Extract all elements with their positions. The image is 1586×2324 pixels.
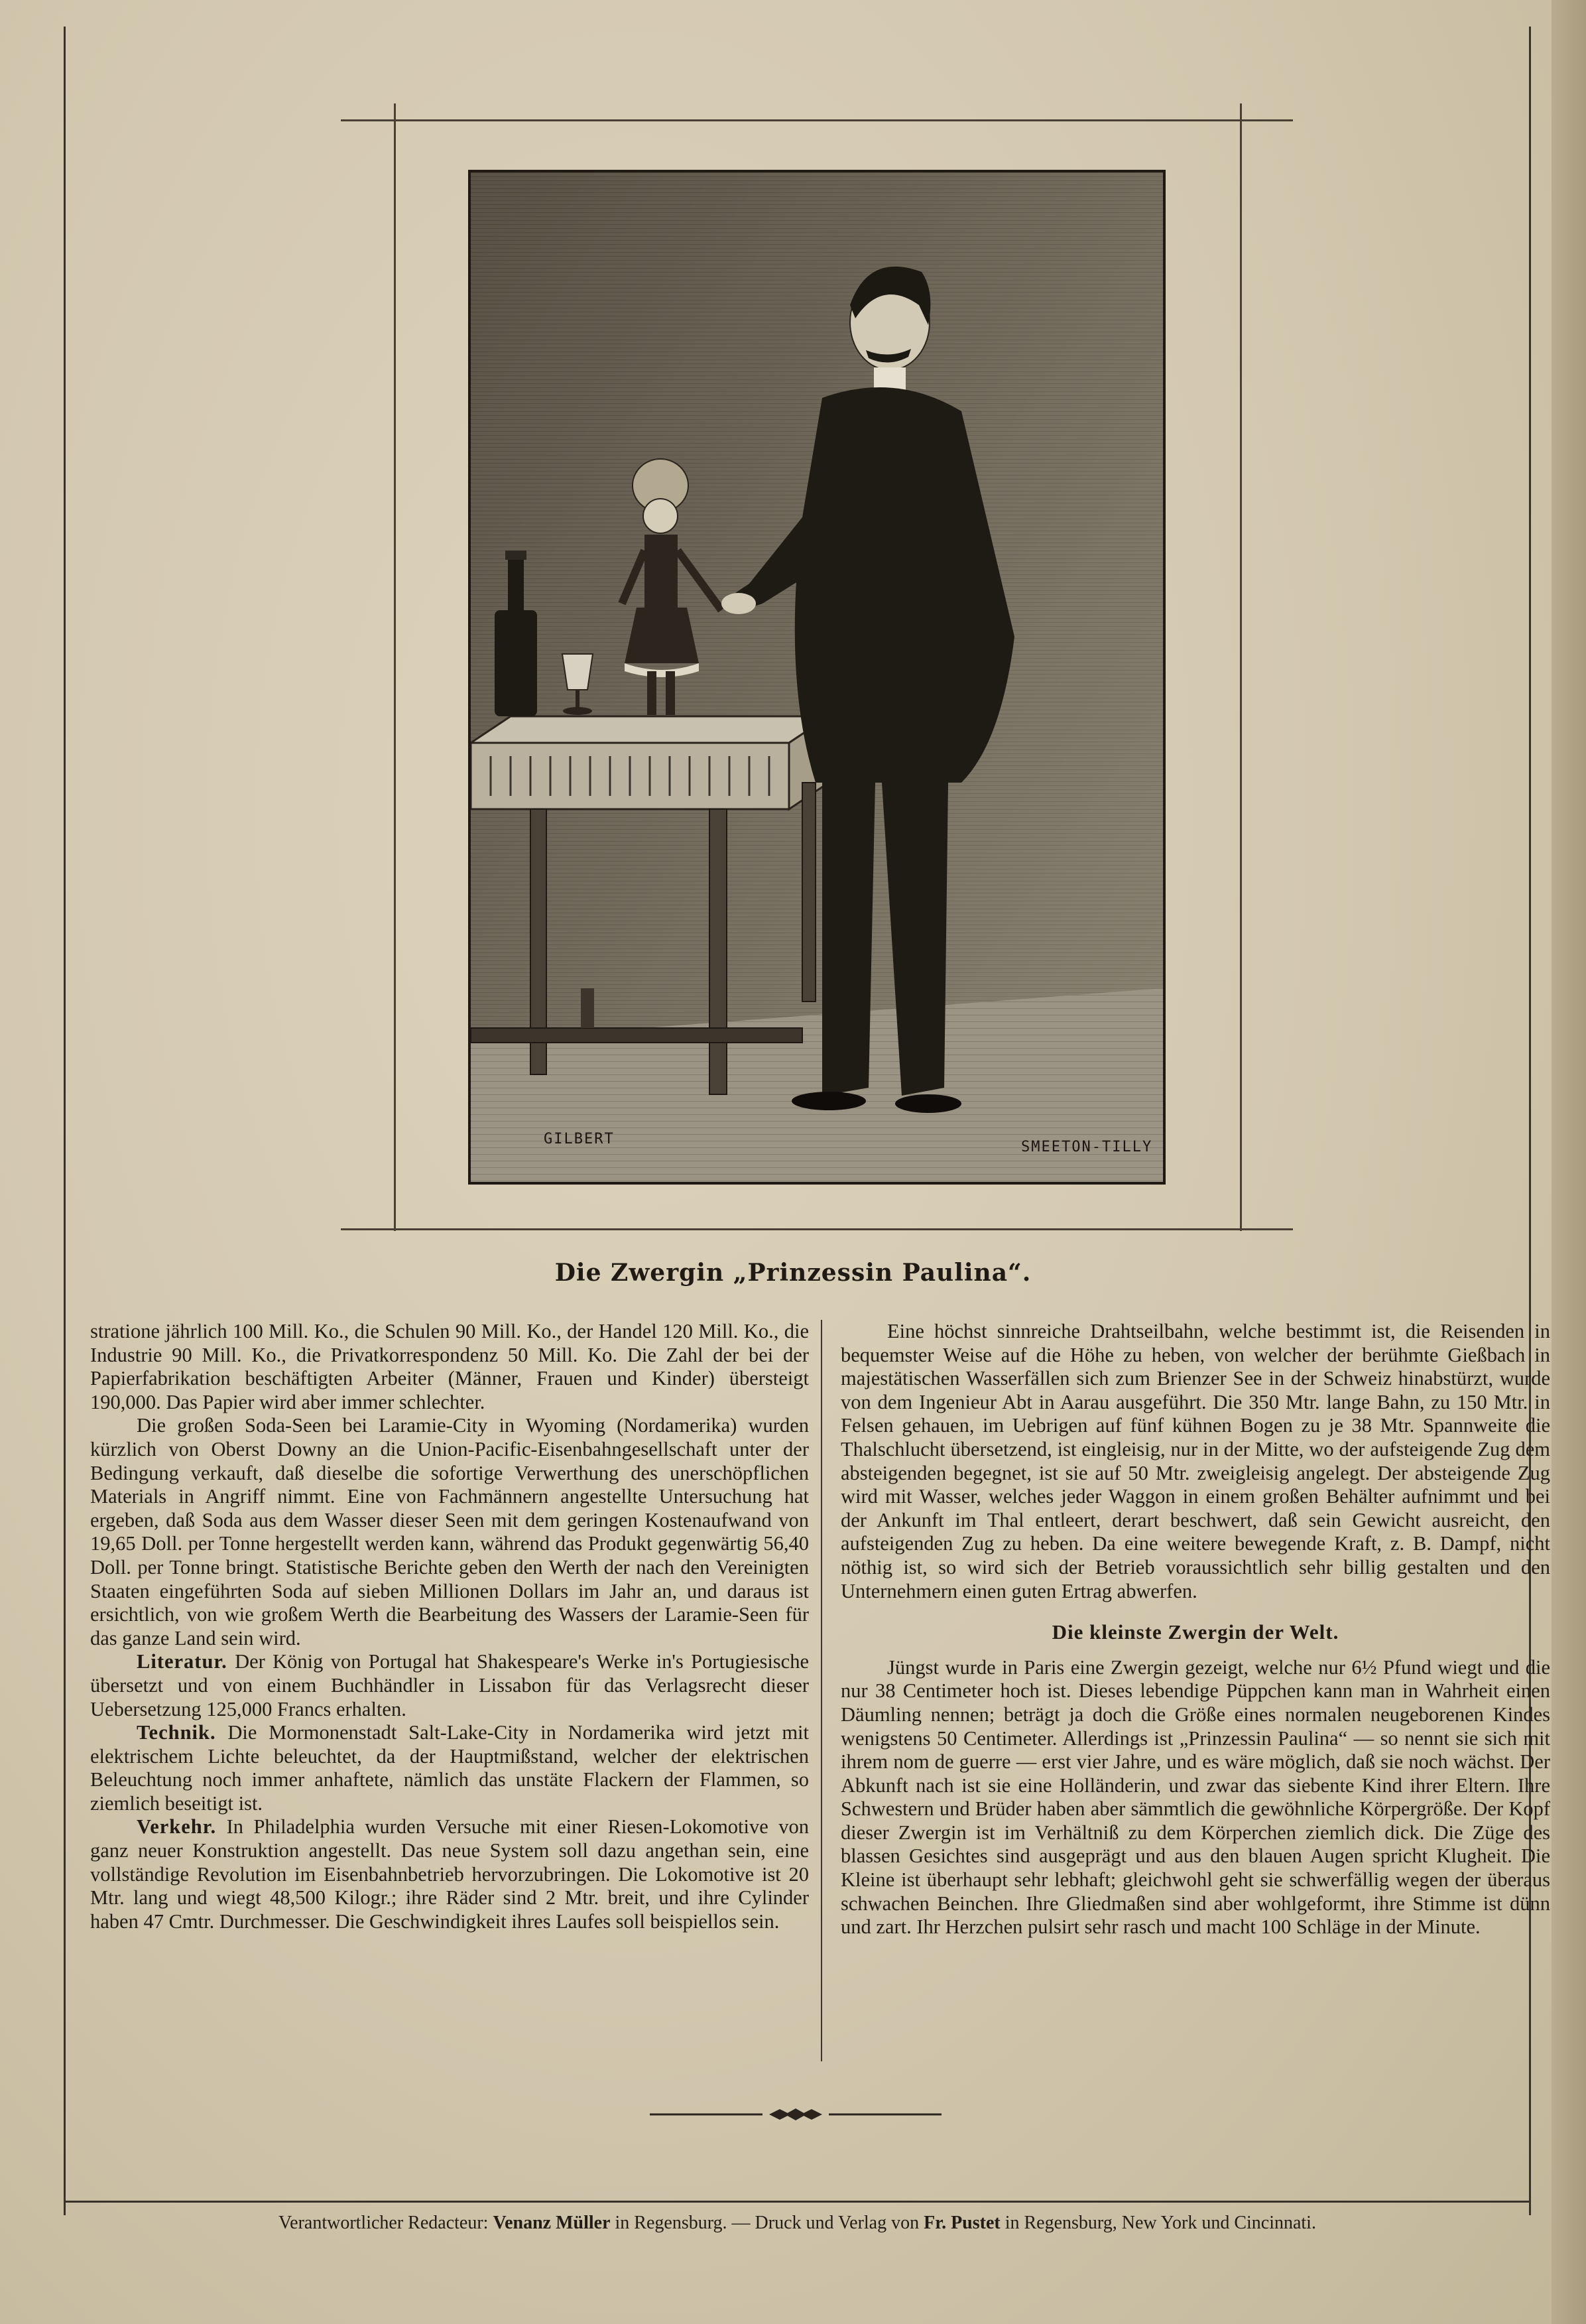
engraving-illustration <box>468 170 1166 1185</box>
frame-right-rule <box>1240 103 1242 1231</box>
frame-bottom-rule <box>341 1228 1293 1230</box>
frame-left-rule <box>394 103 396 1231</box>
heading-technology: Technik. <box>137 1721 216 1744</box>
artist-signature-left: GILBERT <box>544 1131 615 1147</box>
article-heading-dwarf: Die kleinste Zwergin der Welt. <box>1052 1620 1339 1644</box>
left-column <box>90 1320 809 1933</box>
paragraph-traffic: Verkehr. In Philadelphia wurden Versuche mit einer Riesen-Lokomotive von ganz neuer Konstruktion angestellt. Das neue System soll dazu angethan sein, eine vollständige Revolution im Eisenbahnbetrieb hervorzubringen. Die Lokomotive ist 20 Mtr. lang und wiegt 48,500 Kilogr.; ihre Räder sind 2 Mtr. breit, und ihre Cylinder haben 47 Cmtr. Durchmesser. Die Geschwindigkeit ihres Laufes soll beispiellos sein. <box>90 1815 809 1933</box>
ornament-divider <box>650 2106 942 2122</box>
paragraph-technology: Technik. Die Mormonenstadt Salt-Lake-City in Nordamerika wird jetzt mit elektrischem Lichte beleuchtet, da der Hauptmißstand, welcher der elektrischen Beleuchtung noch immer anhaftete, nämlich das unstäte Flackern der Flammen, so ziemlich beseitigt ist. <box>90 1721 809 1815</box>
paragraph-literature: Literatur. Der König von Portugal hat Shakespeare's Werke in's Portugiesische übersetzt und von einem Buchhändler in Lissabon für das Verlagsrecht dieser Uebersetzung 125,000 Francs erhalten. <box>90 1650 809 1720</box>
editor-name: Venanz Müller <box>493 2213 611 2233</box>
heading-traffic: Verkehr. <box>137 1815 217 1839</box>
paragraph-dwarf: Jüngst wurde in Paris eine Zwergin gezeigt, welche nur 6½ Pfund wiegt und die nur 38 Centimeter hoch ist. Dieses lebendige Püppchen kann man in Wahrheit einen Däumling nennen; beträgt ja doch die Größe eines normalen neugeborenen Kindes wenigstens 50 Centimeter. Allerdings ist „Prinzessin Paulina“ — so nennt sie sich mit ihrem nom de guerre — erst vier Jahre, und es wäre möglich, daß sie noch wächst. Der Abkunft nach ist sie eine Holländerin, und zwar das siebente Kind ihrer Eltern. Ihre Schwestern und Brüder haben aber sämmtlich die gewöhnliche Körpergröße. Der Kopf dieser Zwergin ist im Verhältniß zu dem Körperchen ziemlich dick. Die Züge des blassen Gesichtes sind ausgeprägt und aus den blauen Augen spricht Klugheit. Die Kleine ist überhaupt sehr lebhaft; gleichwohl geht sie schwerfällig wegen der überaus schwachen Beinchen. Ihre Gliedmaßen sind aber wohlgeformt, ihre Stimme ist dünn und zart. Ihr Herzchen pulsirt sehr rasch und macht 100 Schläge in der Minute. <box>841 1655 1550 1939</box>
page-border-bottom <box>64 2201 1531 2203</box>
heading-literature: Literatur. <box>137 1650 227 1673</box>
column-divider <box>821 1320 822 2061</box>
frame-top-rule <box>341 119 1293 121</box>
paragraph-paper-statistics: stratione jährlich 100 Mill. Ko., die Schulen 90 Mill. Ko., der Handel 120 Mill. Ko., die Industrie 90 Mill. Ko., die Privatkorrespondenz 50 Mill. Ko. Die Zahl der bei der Papierfabrikation beschäftigten Arbeiter (Männer, Frauen und Kinder) übersteigt 190,000. Das Papier wird aber immer schlechter. <box>90 1320 809 1413</box>
paragraph-soda-lakes: Die großen Soda-Seen bei Laramie-City in Wyoming (Nordamerika) wurden kürzlich von Oberst Downy an die Union-Pacific-Eisenbahngesellschaft unter der Bedingung verkauft, daß dieselbe die sofortige Verwerthung des unerschöpflichen Materials in Angriff nimmt. Eine von Fachmännern angestellte Untersuchung hat ergeben, daß Soda aus dem Wasser dieser Seen mit dem geringen Kostenaufwand von 19,65 Doll. per Tonne hergestellt werden kann, während das Produkt gegenwärtig 56,40 Doll. per Tonne bringt. Statistische Berichte geben den Werth der nach den Vereinigten Staaten eingeführten Soda auf sieben Millionen Dollars im Jahr an, und daraus ist ersichtlich, von wie großem Werth die Bearbeitung des Wassers der Laramie-Seen für das ganze Land sein wird. <box>90 1414 809 1649</box>
publisher-name: Fr. Pustet <box>924 2213 1001 2233</box>
illustration-caption: Die Zwergin „Prinzessin Paulina“. <box>554 1259 1032 1287</box>
page-edge <box>1552 0 1586 2324</box>
engraver-signature-right: SMEETON-TILLY <box>1021 1139 1153 1155</box>
paragraph-cable-railway: Eine höchst sinnreiche Drahtseilbahn, welche bestimmt ist, die Reisenden in bequemster Weise auf die Höhe zu heben, von welcher der berühmte Gießbach in majestätischen Wasserfällen sich zum Brienzer See in der Schweiz hinabstürzt, wurde von dem Ingenieur Abt in Aarau ausgeführt. Die 350 Mtr. lange Bahn, zu 150 Mtr. in Felsen gehauen, im Uebrigen auf fünf kühnen Bogen zu je 38 Mtr. Spannweite die Thalschlucht übersetzend, ist eingleisig, nur in der Mitte, wo der aufsteigende Zug dem absteigenden begegnet, ist sie auf 50 Mtr. zweigleisig angelegt. Der absteigende Zug wird mit Wasser, welches jeder Waggon in einem großen Behälter aufnimmt und bei der Ankunft im Thal entleert, derart beschwert, daß sein Gewicht ausreicht, den aufsteigenden Zug zu heben. Da eine weitere bewegende Kraft, z. B. Dampf, nicht nöthig ist, so wird sich der Betrieb voraussichtlich sehr billig gestalten und den Unternehmern einen guten Ertrag abwerfen. <box>841 1320 1550 1602</box>
imprint-footer: Verantwortlicher Redacteur: Venanz Müller in Regensburg. — Druck und Verlag von Fr. Pustet in Regensburg, New York und Cincinnati. <box>278 2213 1316 2233</box>
page-border-left <box>64 27 66 2215</box>
right-column <box>841 1320 1550 1939</box>
